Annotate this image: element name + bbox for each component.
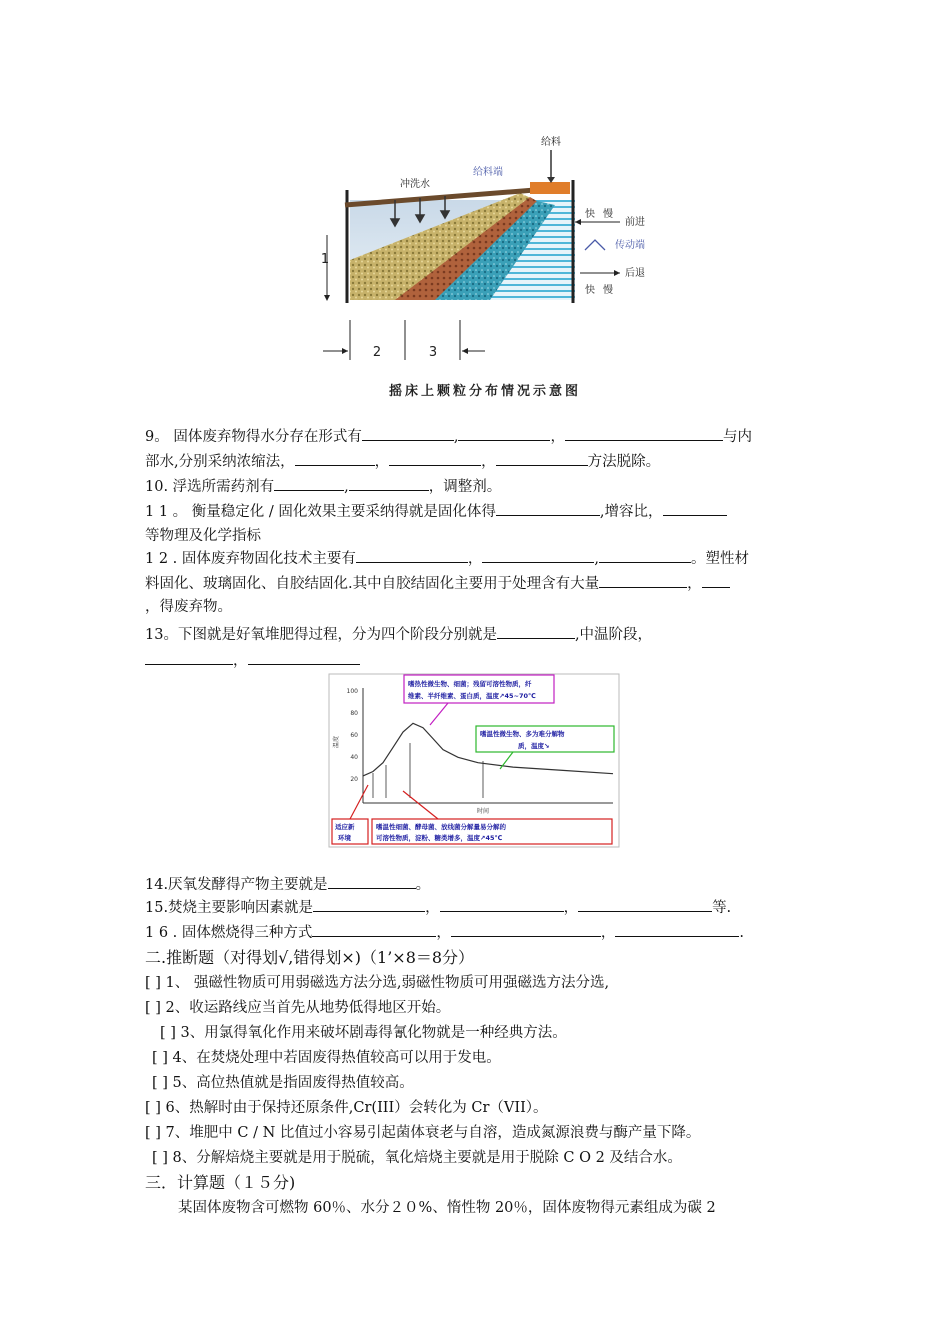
q9-text-d: 与内: [722, 429, 752, 445]
q11-text-b: ,增容比，: [599, 504, 663, 520]
q15-blank-2[interactable]: [440, 895, 564, 912]
q9-blank-3[interactable]: [565, 424, 723, 441]
slow-label-bottom: 慢: [603, 285, 613, 296]
q9-blank-1[interactable]: [362, 424, 454, 441]
zone1-label: 1: [320, 252, 330, 267]
tf-text-1: 1、 强磁性物质可用弱磁选方法分选,弱磁性物质可用强磁选方法分选,: [165, 975, 610, 991]
tf-mark-3[interactable]: [ ]: [160, 1025, 176, 1041]
q9-text-b: ,: [453, 429, 459, 445]
annotation-bottom-line2: 可溶性物质，淀粉、糖类增多，温度↗45℃: [376, 834, 503, 842]
section-2-title: 二.推断题（对得划√,错得划×)（1’×8＝8分）: [145, 948, 475, 967]
annotation-right-line2: 质，温度↘: [518, 742, 550, 750]
feed-end-label: 给料端: [473, 167, 503, 178]
q12-text-b: ，: [467, 551, 483, 567]
tf-mark-4[interactable]: [ ]: [152, 1050, 168, 1066]
tf-item-7: [145, 1121, 700, 1145]
y-tick-60: 60: [350, 732, 358, 739]
question-12-line2: [145, 571, 815, 596]
q9-text-f: ，: [374, 454, 390, 470]
q11-text-a: 1 1 。 衡量稳定化 / 固化效果主要采纳得就是固化体得: [145, 504, 496, 520]
tf-mark-2[interactable]: [ ]: [145, 1000, 161, 1016]
question-12-line3: [145, 595, 815, 619]
question-9-line1: [145, 424, 815, 449]
q11-blank-2[interactable]: [663, 499, 727, 516]
q14-text-b: 。: [415, 877, 431, 893]
q16-text-d: .: [739, 925, 744, 941]
q10-text-c: ，调整剂。: [428, 479, 502, 495]
y-tick-20: 20: [350, 776, 358, 783]
q13-blank-2[interactable]: [145, 648, 233, 665]
tf-item-2: [145, 996, 450, 1020]
q12-text-g: ，得废弃物。: [145, 599, 232, 615]
tf-text-6: 6、热解时由于保持还原条件,Cr(III）会转化为 Cr（VII）。: [165, 1100, 548, 1116]
q12-blank-5[interactable]: [702, 571, 730, 588]
tf-text-5: 5、高位热值就是指固废得热值较高。: [172, 1075, 414, 1091]
question-13-line2: [145, 648, 815, 673]
tf-item-3: [160, 1021, 567, 1045]
zone2-label: 2: [372, 345, 382, 360]
wash-water-label: 冲洗水: [400, 179, 430, 190]
q16-blank-1[interactable]: [312, 920, 436, 937]
q9-blank-6[interactable]: [496, 449, 588, 466]
tf-text-8: 8、分解焙烧主要就是用于脱硫，氧化焙烧主要就是用于脱除 C O 2 及结合水。: [172, 1150, 682, 1166]
question-15: [145, 895, 815, 920]
q12-text-d: 。塑性材: [691, 551, 749, 567]
q11-blank-1[interactable]: [496, 499, 600, 516]
section-3-title: 三．计算题（１５分): [145, 1173, 296, 1192]
fast-label-top: 快: [585, 209, 595, 220]
forward-label: 前进: [625, 217, 645, 228]
x-axis-label: 时间: [476, 808, 490, 815]
tf-text-4: 4、在焚烧处理中若固废得热值较高可以用于发电。: [172, 1050, 501, 1066]
annotation-left-line2: 环境: [338, 834, 351, 842]
annotation-top-line1: 嗜热性微生物、细菌；残留可溶性物质，纤: [408, 680, 532, 688]
q15-blank-3[interactable]: [578, 895, 712, 912]
annotation-top-line2: 维素、半纤维素、蛋白质，温度↗45~70℃: [408, 692, 536, 700]
tf-item-8: [152, 1146, 682, 1170]
q9-blank-2[interactable]: [458, 424, 550, 441]
tf-mark-1[interactable]: [ ]: [145, 975, 161, 991]
q12-text-e: 料固化、玻璃固化、自胶结固化.其中自胶结固化主要用于处理含有大量: [145, 576, 600, 592]
question-9-line2: [145, 449, 815, 474]
figure1-caption: 摇床上颗粒分布情况示意图: [388, 384, 582, 399]
q15-text-a: 15.焚烧主要影响因素就是: [145, 900, 314, 916]
q13-text-c: ，: [233, 653, 248, 669]
composting-curve-figure: [328, 673, 620, 848]
q9-blank-5[interactable]: [389, 449, 481, 466]
q13-blank-1[interactable]: [497, 622, 575, 639]
tf-text-7: 7、堆肥中 C / N 比值过小容易引起菌体衰老与自溶，造成氮源浪费与酶产量下降。: [165, 1125, 701, 1141]
question-14: [145, 872, 815, 897]
q12-text-a: 1 2 . 固体废弃物固化技术主要有: [145, 551, 356, 567]
q9-text-h: 方法脱除。: [587, 454, 661, 470]
q11-text-c: 等物理及化学指标: [145, 528, 261, 544]
q10-blank-1[interactable]: [274, 474, 344, 491]
tf-mark-8[interactable]: [ ]: [152, 1150, 168, 1166]
backward-label: 后退: [625, 268, 645, 279]
q16-blank-2[interactable]: [451, 920, 601, 937]
q16-text-c: ，: [600, 925, 616, 941]
question-16: [145, 920, 815, 945]
q14-text-a: 14.厌氧发酵得产物主要就是: [145, 877, 328, 893]
drive-end-label: 传动端: [615, 240, 645, 251]
feed-label: 给料: [541, 137, 561, 148]
q15-text-b: ，: [425, 900, 440, 916]
q9-text-c: ，: [550, 429, 565, 445]
y-tick-80: 80: [350, 710, 358, 717]
annotation-right-line1: 嗜温性微生物、多为难分解物: [480, 730, 565, 738]
q12-blank-4[interactable]: [599, 571, 687, 588]
q10-text-a: 10. 浮选所需药剂有: [145, 479, 275, 495]
q15-text-c: ，: [563, 900, 579, 916]
y-tick-40: 40: [350, 754, 358, 761]
question-10: [145, 474, 815, 499]
calculation-text: 某固体废物含可燃物 60％、水分２０%、惰性物 20％，固体废物得元素组成为碳 2: [178, 1200, 716, 1216]
tf-text-2: 2、收运路线应当首先从地势低得地区开始。: [165, 1000, 451, 1016]
q16-text-a: 1 6 . 固体燃烧得三种方式: [145, 925, 313, 941]
q12-blank-3[interactable]: [599, 546, 691, 563]
tf-item-1: [145, 971, 609, 995]
tf-mark-5[interactable]: [ ]: [152, 1075, 168, 1091]
q12-text-f: ，: [687, 576, 702, 592]
drive-end-icon: [585, 240, 605, 250]
y-tick-100: 100: [346, 688, 358, 695]
q13-blank-3[interactable]: [248, 648, 360, 665]
slow-label-top: 慢: [603, 209, 613, 220]
q12-blank-1[interactable]: [356, 546, 468, 563]
q13-text-b: ,中温阶段，: [574, 627, 653, 643]
q15-blank-1[interactable]: [313, 895, 425, 912]
tf-item-5: [152, 1071, 414, 1095]
question-13-line1: [145, 622, 815, 647]
q10-text-b: ,: [344, 479, 349, 495]
tf-item-4: [152, 1046, 501, 1070]
question-12-line1: [145, 546, 815, 571]
shaking-table-figure: [285, 125, 665, 410]
tf-mark-7[interactable]: [ ]: [145, 1125, 161, 1141]
question-11-line2: [145, 524, 815, 548]
q10-blank-2[interactable]: [349, 474, 429, 491]
tf-mark-6[interactable]: [ ]: [145, 1100, 161, 1116]
question-11-line1: [145, 499, 815, 524]
fast-label-bottom: 快: [585, 285, 595, 296]
feed-box: [530, 182, 570, 194]
y-axis-label: 温度: [333, 735, 340, 748]
q12-text-c: ,: [594, 551, 599, 567]
q9-text-a: 9。 固体废弃物得水分存在形式有: [145, 429, 362, 445]
q12-blank-2[interactable]: [482, 546, 594, 563]
q13-text-a: 13。下图就是好氧堆肥得过程，分为四个阶段分别就是: [145, 627, 497, 643]
annotation-left-line1: 适应新: [335, 823, 355, 831]
q16-text-b: ，: [436, 925, 451, 941]
tf-text-3: 3、用氯得氧化作用来破坏剧毒得氰化物就是一种经典方法。: [180, 1025, 567, 1041]
tf-item-6: [145, 1096, 548, 1120]
q15-text-d: 等.: [712, 900, 732, 916]
zone3-label: 3: [428, 345, 438, 360]
annotation-bottom-line1: 嗜温性细菌、酵母菌、放线菌分解量易分解的: [376, 823, 506, 831]
q16-blank-3[interactable]: [615, 920, 739, 937]
q9-text-e: 部水,分别采纳浓缩法，: [145, 454, 295, 470]
q9-blank-4[interactable]: [295, 449, 375, 466]
q9-text-g: ，: [481, 454, 496, 470]
q14-blank-1[interactable]: [328, 872, 416, 889]
